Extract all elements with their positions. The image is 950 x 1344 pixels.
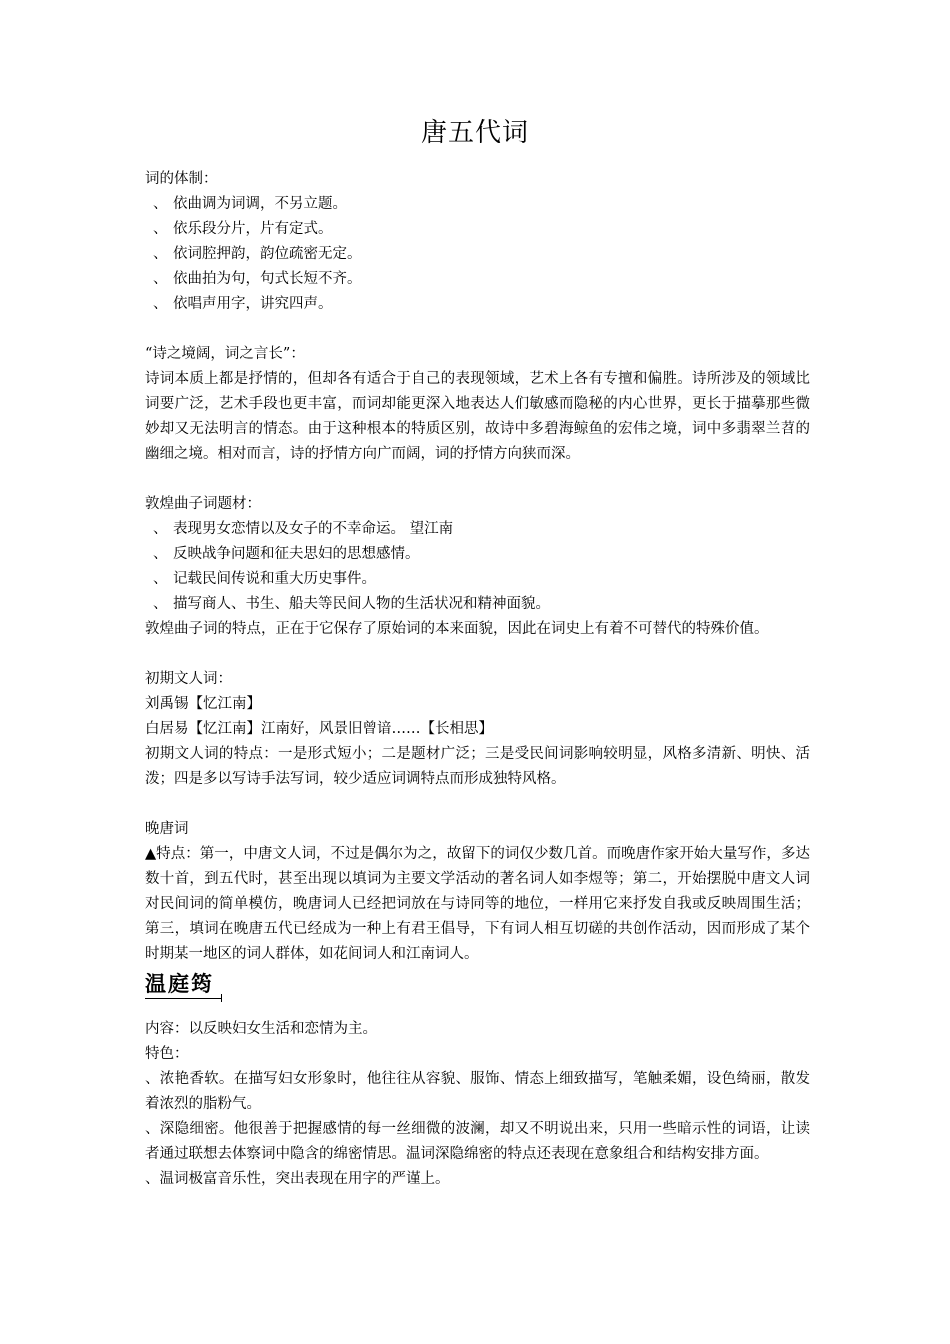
list-item <box>145 242 810 267</box>
list-item-text: 表现男女恋情以及女子的不幸命运。 望江南 <box>173 521 454 537</box>
list-item <box>145 517 810 542</box>
section-dunhuang <box>145 492 810 642</box>
poet-line: 刘禹锡【忆江南】 <box>145 696 261 712</box>
list-item <box>145 267 810 292</box>
page-title: 唐五代词 <box>420 118 529 148</box>
list-item-text: 依曲拍为句，句式长短不齐。 <box>173 271 362 287</box>
paragraph: ▲特点：第一，中唐文人词，不过是偶尔为之，故留下的词仅少数几首。而晚唐作家开始大量写作，多达数十首，到五代时，甚至出现以填词为主要文学活动的著名词人如李煜等；第二，开始摆脱中唐文人词对民间词的简单模仿，晚唐词人已经把词放在与诗同等的地位，一样用它来抒发自我或反映周围生活；第三，填词在晚唐五代已经成为一种上有君王倡导，下有词人相互切磋的共创作活动，因而形成了某个时期某一地区的词人群体，如花间词人和江南词人。 <box>145 846 810 962</box>
spacer <box>145 642 810 667</box>
list-item <box>145 567 810 592</box>
section-heading: “诗之境阔，词之言长”： <box>145 346 305 362</box>
list-item-text: 依曲调为词调，不另立题。 <box>173 196 347 212</box>
bullet-mark: 、 <box>153 546 168 562</box>
bullet-mark: 、 <box>153 596 168 612</box>
document-body <box>145 167 810 1192</box>
bullet-mark: 、 <box>153 296 168 312</box>
section-heading: 晚唐词 <box>145 821 189 837</box>
paragraph: 敦煌曲子词的特点，正在于它保存了原始词的本来面貌，因此在词史上有着不可替代的特殊价值。 <box>145 621 769 637</box>
bullet-mark: 、 <box>145 1121 160 1137</box>
section-heading: 初期文人词： <box>145 671 232 687</box>
bullet-mark: 、 <box>153 221 168 237</box>
bullet-mark: 、 <box>153 571 168 587</box>
bullet-mark: 、 <box>153 196 168 212</box>
wen-heading-text: 温庭筠 <box>145 971 214 996</box>
bullet-mark: 、 <box>153 271 168 287</box>
bullet-mark: 、 <box>153 521 168 537</box>
bullet-mark: 、 <box>153 246 168 262</box>
spacer <box>145 317 810 342</box>
section-wen <box>145 967 810 1192</box>
spacer <box>145 467 810 492</box>
section-heading: 特色： <box>145 1046 189 1062</box>
list-item <box>145 592 810 617</box>
section-heading: 敦煌曲子词题材： <box>145 496 261 512</box>
section-chuqi <box>145 667 810 792</box>
list-item <box>145 1067 810 1117</box>
section-heading: 词的体制： <box>145 171 218 187</box>
list-item <box>145 1117 810 1167</box>
heading-underline-tick <box>221 994 222 1002</box>
list-item <box>145 292 810 317</box>
paragraph: 诗词本质上都是抒情的，但却各有适合于自己的表现领域，艺术上各有专擅和偏胜。诗所涉及的领域比词要广泛，艺术手段也更丰富，而词却能更深入地表达人们敏感而隐秘的内心世界，更长于描摹那些微妙却又无法明言的情态。由于这种根本的特质区别，故诗中多碧海鲸鱼的宏伟之境，词中多翡翠兰苕的幽细之境。相对而言，诗的抒情方向广而阔，词的抒情方向狭而深。 <box>145 371 810 462</box>
heading-underline <box>145 998 221 999</box>
section-wantang <box>145 817 810 967</box>
spacer <box>145 792 810 817</box>
bullet-mark: 、 <box>145 1171 160 1187</box>
list-item-text: 记载民间传说和重大历史事件。 <box>173 571 376 587</box>
list-item <box>145 542 810 567</box>
list-item-text: 浓艳香软。在描写妇女形象时，他往往从容貌、服饰、情态上细致描写，笔触柔媚，设色绮丽，散发着浓烈的脂粉气。 <box>145 1071 811 1112</box>
list-item-text: 依唱声用字，讲究四声。 <box>173 296 333 312</box>
list-item <box>145 1167 810 1192</box>
wen-heading <box>145 967 810 1017</box>
list-item-text: 深隐细密。他很善于把握感情的每一丝细微的波澜，却又不明说出来，只用一些暗示性的词语，让读者通过联想去体察词中隐含的绵密情思。温词深隐绵密的特点还表现在意象组合和结构安排方面。 <box>145 1121 811 1162</box>
section-jingkuo <box>145 342 810 467</box>
list-item <box>145 192 810 217</box>
list-item-text: 反映战争问题和征夫思妇的思想感情。 <box>173 546 420 562</box>
list-item-text: 温词极富音乐性，突出表现在用字的严谨上。 <box>159 1171 450 1187</box>
section-tizhi <box>145 167 810 317</box>
list-item <box>145 217 810 242</box>
list-item-text: 依词腔押韵，韵位疏密无定。 <box>173 246 362 262</box>
list-item-text: 描写商人、书生、船夫等民间人物的生活状况和精神面貌。 <box>173 596 550 612</box>
paragraph: 初期文人词的特点：一是形式短小；二是题材广泛；三是受民间词影响较明显，风格多清新、明快、活泼；四是多以写诗手法写词，较少适应词调特点而形成独特风格。 <box>145 746 810 787</box>
poet-line: 白居易【忆江南】江南好，风景旧曾谙……【长相思】 <box>145 721 493 737</box>
bullet-mark: 、 <box>145 1071 160 1087</box>
paragraph: 内容：以反映妇女生活和恋情为主。 <box>145 1021 377 1037</box>
list-item-text: 依乐段分片，片有定式。 <box>173 221 333 237</box>
